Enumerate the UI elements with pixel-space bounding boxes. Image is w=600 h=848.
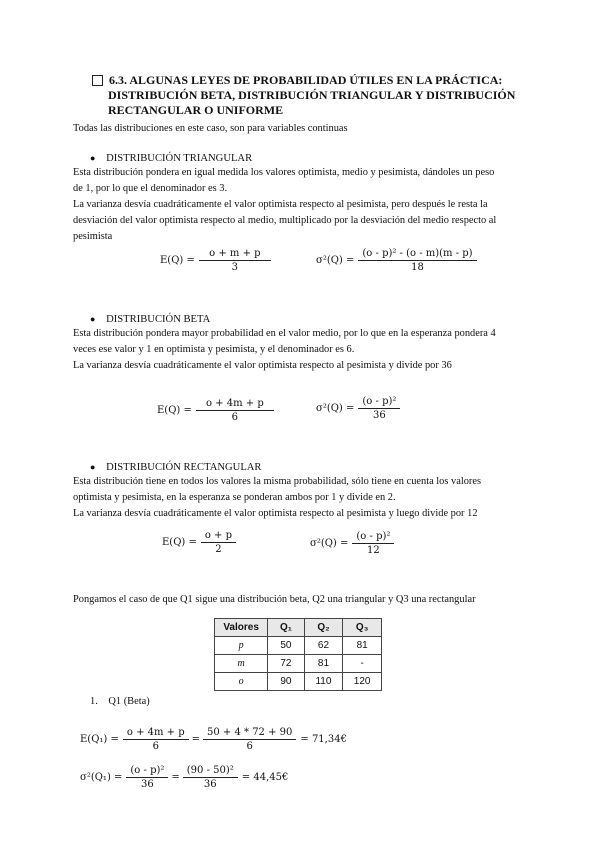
- example-text: Pongamos el caso de que Q1 sigue una distribución beta, Q2 una triangular y Q3 una rectangular: [73, 594, 476, 605]
- table-header: Q₁: [268, 619, 304, 637]
- table-cell: 110: [304, 673, 343, 691]
- bullet-icon: ●: [90, 314, 96, 324]
- rectangular-paragraph: Esta distribución tiene en todos los valores la misma probabilidad, sólo tiene en cuenta los valores optimista y pesimista, en la esperanza se ponderan ambos por 1 y divide en 2. La varianza desvía cuadráticamente el valor optimista respecto al pesimista y luego divide por 12: [73, 476, 482, 519]
- intro-text: Todas las distribuciones en este caso, son para variables continuas: [73, 123, 348, 134]
- list-item-label: Q1 (Beta): [108, 696, 150, 707]
- rectangular-expectation-formula: E(Q) = $\frac{o + p}{2}$: [162, 530, 236, 555]
- table-cell: o: [215, 673, 268, 691]
- table-row: [215, 673, 382, 691]
- triangular-expectation-formula: E(Q) = $\frac{o + m + p}{3}$: [160, 248, 271, 273]
- table-cell: 81: [343, 637, 382, 655]
- table-header: Valores: [215, 619, 268, 637]
- checkbox-icon: [92, 75, 103, 86]
- table-cell: 50: [268, 637, 304, 655]
- bullet-icon: ●: [90, 462, 96, 472]
- beta-variance-formula: σ²(Q) = $\frac{\text{(o - p)²}}{36}$: [316, 396, 400, 421]
- triangular-variance-formula: σ²(Q) = $\frac{\text{(o - p)² - (o - m)(m - p)}}{18}$: [316, 248, 477, 273]
- table-header: Q₂: [304, 619, 343, 637]
- table-header: Q₃: [343, 619, 382, 637]
- list-item: [90, 694, 150, 710]
- triangular-title: ● DISTRIBUCIÓN TRIANGULAR: [90, 153, 253, 164]
- rectangular-title: ● DISTRIBUCIÓN RECTANGULAR: [90, 462, 262, 473]
- q1-expectation-calculation: E(Q₁) = $\frac{o + 4m + p}{6}$ = $\frac{50 + 4 * 72 + 90}{6}$ = 71,34€: [80, 727, 347, 752]
- rectangular-variance-formula: σ²(Q) = $\frac{\text{(o - p)²}}{12}$: [310, 531, 394, 556]
- table-row: [215, 655, 382, 673]
- table-header-row: [215, 619, 382, 637]
- q1-variance-calculation: σ²(Q₁) = $\frac{\text{(o - p)²}}{36}$ = $\frac{\text{(90 - 50)²}}{36}$ = 44,45€: [80, 765, 289, 790]
- table-cell: 81: [304, 655, 343, 673]
- values-table: [214, 618, 382, 691]
- triangular-paragraph: Esta distribución pondera en igual medida los valores optimista, medio y pesimista, dándoles un peso de 1, por lo que el denominador es 3. La varianza desvía cuadráticamente el valor optimista respecto al pesimista, pero después le resta la desviación del valor optimista respecto al medio, multiplicado por la desviación del medio respecto al pesimista: [73, 167, 497, 242]
- table-cell: 90: [268, 673, 304, 691]
- table-cell: 62: [304, 637, 343, 655]
- heading-line-3: RECTANGULAR O UNIFORME: [108, 103, 284, 117]
- table-cell: 72: [268, 655, 304, 673]
- table-cell: p: [215, 637, 268, 655]
- table-cell: -: [343, 655, 382, 673]
- table-row: [215, 637, 382, 655]
- table-cell: m: [215, 655, 268, 673]
- beta-expectation-formula: E(Q) = $\frac{o + 4m + p}{6}$: [157, 398, 274, 423]
- list-item-number: 1.: [90, 696, 98, 707]
- section-heading: [92, 73, 515, 118]
- table-cell: 120: [343, 673, 382, 691]
- heading-line-1: 6.3. ALGUNAS LEYES DE PROBABILIDAD ÚTILES EN LA PRÁCTICA:: [109, 73, 503, 87]
- beta-paragraph: Esta distribución pondera mayor probabilidad en el valor medio, por lo que en la esperanza pondera 4 veces ese valor y 1 en optimista y pesimista, y el denominador es 6. La varianza desvía cuadráticamente el valor optimista respecto al pesimista y divide por 36: [73, 328, 496, 371]
- bullet-icon: ●: [90, 153, 96, 163]
- beta-title: ● DISTRIBUCIÓN BETA: [90, 314, 211, 325]
- heading-line-2: DISTRIBUCIÓN BETA, DISTRIBUCIÓN TRIANGULAR Y DISTRIBUCIÓN: [108, 88, 516, 102]
